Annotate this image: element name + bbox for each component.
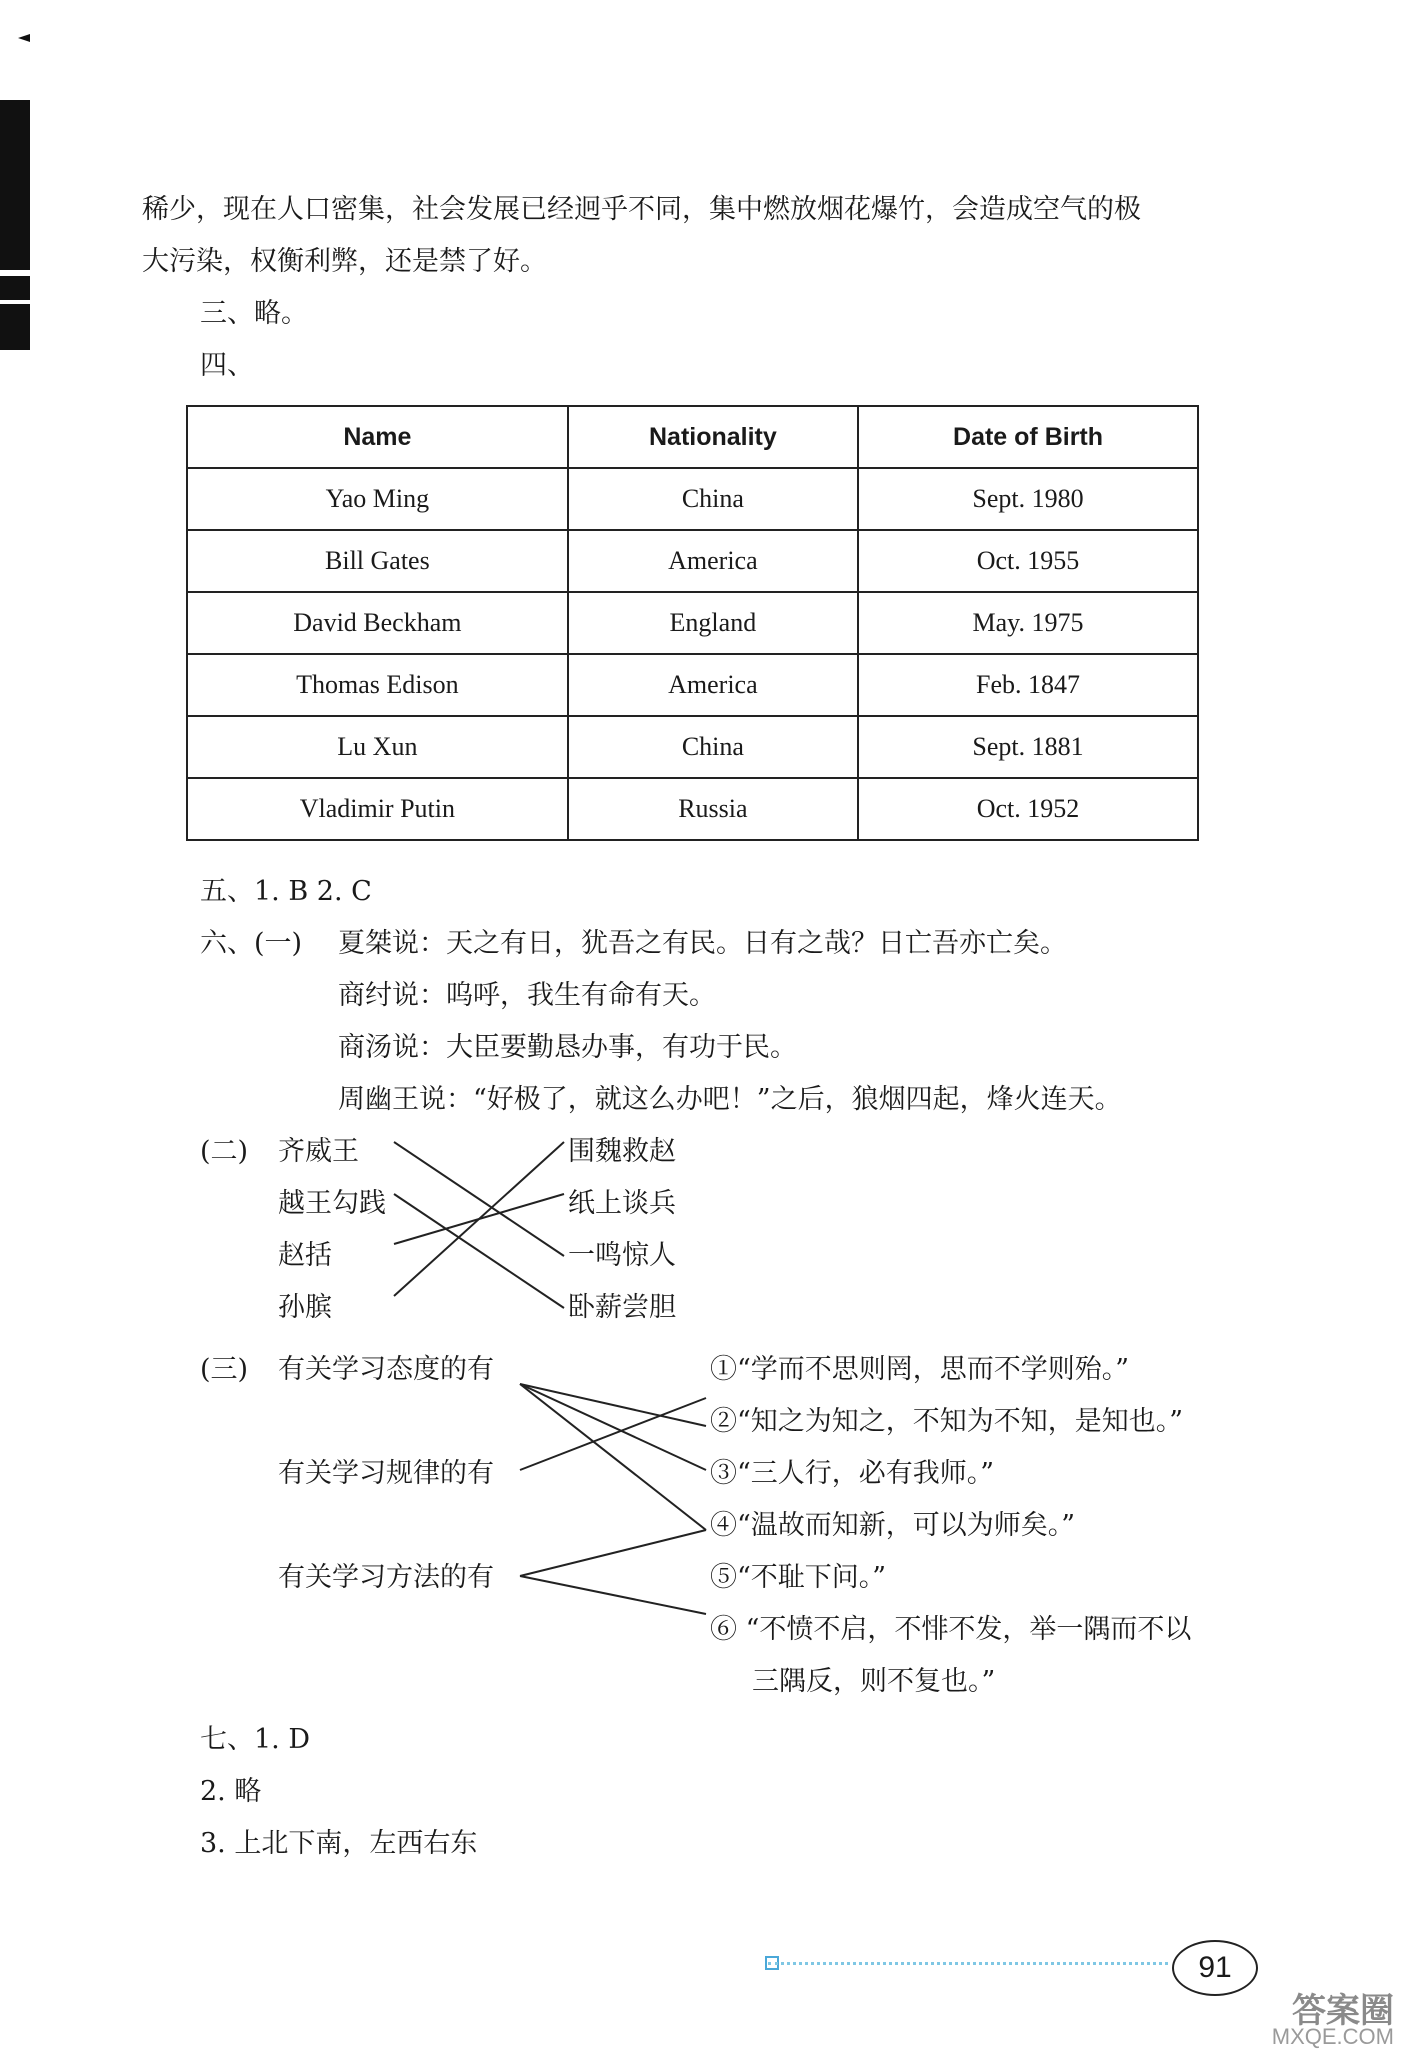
section-6-part1-label: 六、(一) — [200, 928, 303, 959]
footer-dotted-rule — [768, 1962, 1168, 1965]
watermark-title: 答案圈 — [1292, 1992, 1394, 2030]
table-cell: Oct. 1955 — [858, 530, 1198, 592]
match-left-item: 齐威王 — [278, 1136, 359, 1167]
table-cell: China — [568, 468, 858, 530]
column-header: Nationality — [568, 406, 858, 468]
table-cell: Bill Gates — [187, 530, 568, 592]
match-left-item: 赵括 — [278, 1240, 332, 1271]
match-left-item: 越王勾践 — [278, 1188, 386, 1219]
match-line — [394, 1142, 564, 1256]
table-cell: America — [568, 530, 858, 592]
match-right-item: 纸上谈兵 — [568, 1188, 676, 1219]
table-cell: England — [568, 592, 858, 654]
intro-line-2: 大污染，权衡利弊，还是禁了好。 — [142, 246, 547, 277]
quote-item: ①“学而不思则罔，思而不学则殆。” — [710, 1354, 1130, 1385]
table-cell: Thomas Edison — [187, 654, 568, 716]
intro-line-1: 稀少，现在人口密集，社会发展已经迥乎不同，集中燃放烟花爆竹，会造成空气的极 — [142, 194, 1141, 225]
table-cell: Oct. 1952 — [858, 778, 1198, 840]
section-6-part2-label: (二) — [200, 1136, 249, 1167]
match-line — [520, 1576, 706, 1614]
column-header: Date of Birth — [858, 406, 1198, 468]
section-5-answer: 五、1. B 2. C — [200, 876, 372, 907]
table-cell: Yao Ming — [187, 468, 568, 530]
section-6-line: 商汤说：大臣要勤恳办事，有功于民。 — [338, 1032, 797, 1063]
table-cell: Sept. 1881 — [858, 716, 1198, 778]
table-cell: Lu Xun — [187, 716, 568, 778]
page-number: 91 — [1172, 1940, 1258, 1996]
category-item: 有关学习方法的有 — [278, 1562, 494, 1593]
section-6-part3-label: (三) — [200, 1354, 249, 1385]
quote-item: ⑤“不耻下问。” — [710, 1562, 887, 1593]
section-4-label: 四、 — [200, 350, 254, 381]
column-header: Name — [187, 406, 568, 468]
table-cell: David Beckham — [187, 592, 568, 654]
watermark-url: MXQE.COM — [1271, 2024, 1394, 2049]
section-6-line: 周幽王说：“好极了，就这么办吧！”之后，狼烟四起，烽火连天。 — [338, 1084, 1122, 1115]
table-cell: America — [568, 654, 858, 716]
quote-item: ③“三人行，必有我师。” — [710, 1458, 995, 1489]
section-7-line: 3. 上北下南，左西右东 — [200, 1828, 478, 1859]
match-line — [394, 1142, 564, 1296]
quote-item: ②“知之为知之，不知为不知，是知也。” — [710, 1406, 1184, 1437]
match-right-item: 卧薪尝胆 — [568, 1292, 676, 1323]
section-6-line: 商纣说：呜呼，我生有命有天。 — [338, 980, 716, 1011]
section-6-line: 夏桀说：天之有日，犹吾之有民。日有之哉？日亡吾亦亡矣。 — [338, 928, 1067, 959]
watermark-logo — [1271, 1992, 1394, 2050]
table-cell: Vladimir Putin — [187, 778, 568, 840]
match-line — [520, 1530, 706, 1576]
quote-item-continuation: 三隅反，则不复也。” — [752, 1666, 996, 1697]
table-cell: China — [568, 716, 858, 778]
quote-item: ④“温故而知新，可以为师矣。” — [710, 1510, 1076, 1541]
table-cell: Russia — [568, 778, 858, 840]
table-cell: Feb. 1847 — [858, 654, 1198, 716]
match-left-item: 孙膑 — [278, 1292, 332, 1323]
match-right-item: 一鸣惊人 — [568, 1240, 676, 1271]
table-cell: Sept. 1980 — [858, 468, 1198, 530]
section-3-answer: 三、略。 — [200, 298, 308, 329]
match-right-item: 围魏救赵 — [568, 1136, 676, 1167]
match-line — [520, 1398, 706, 1470]
section-7-line: 七、1. D — [200, 1724, 310, 1755]
quote-item: ⑥ “不愤不启，不悱不发，举一隅而不以 — [710, 1614, 1192, 1645]
match-line — [394, 1194, 564, 1308]
section-7-line: 2. 略 — [200, 1776, 262, 1807]
category-item: 有关学习态度的有 — [278, 1354, 494, 1385]
table-cell: May. 1975 — [858, 592, 1198, 654]
category-item: 有关学习规律的有 — [278, 1458, 494, 1489]
